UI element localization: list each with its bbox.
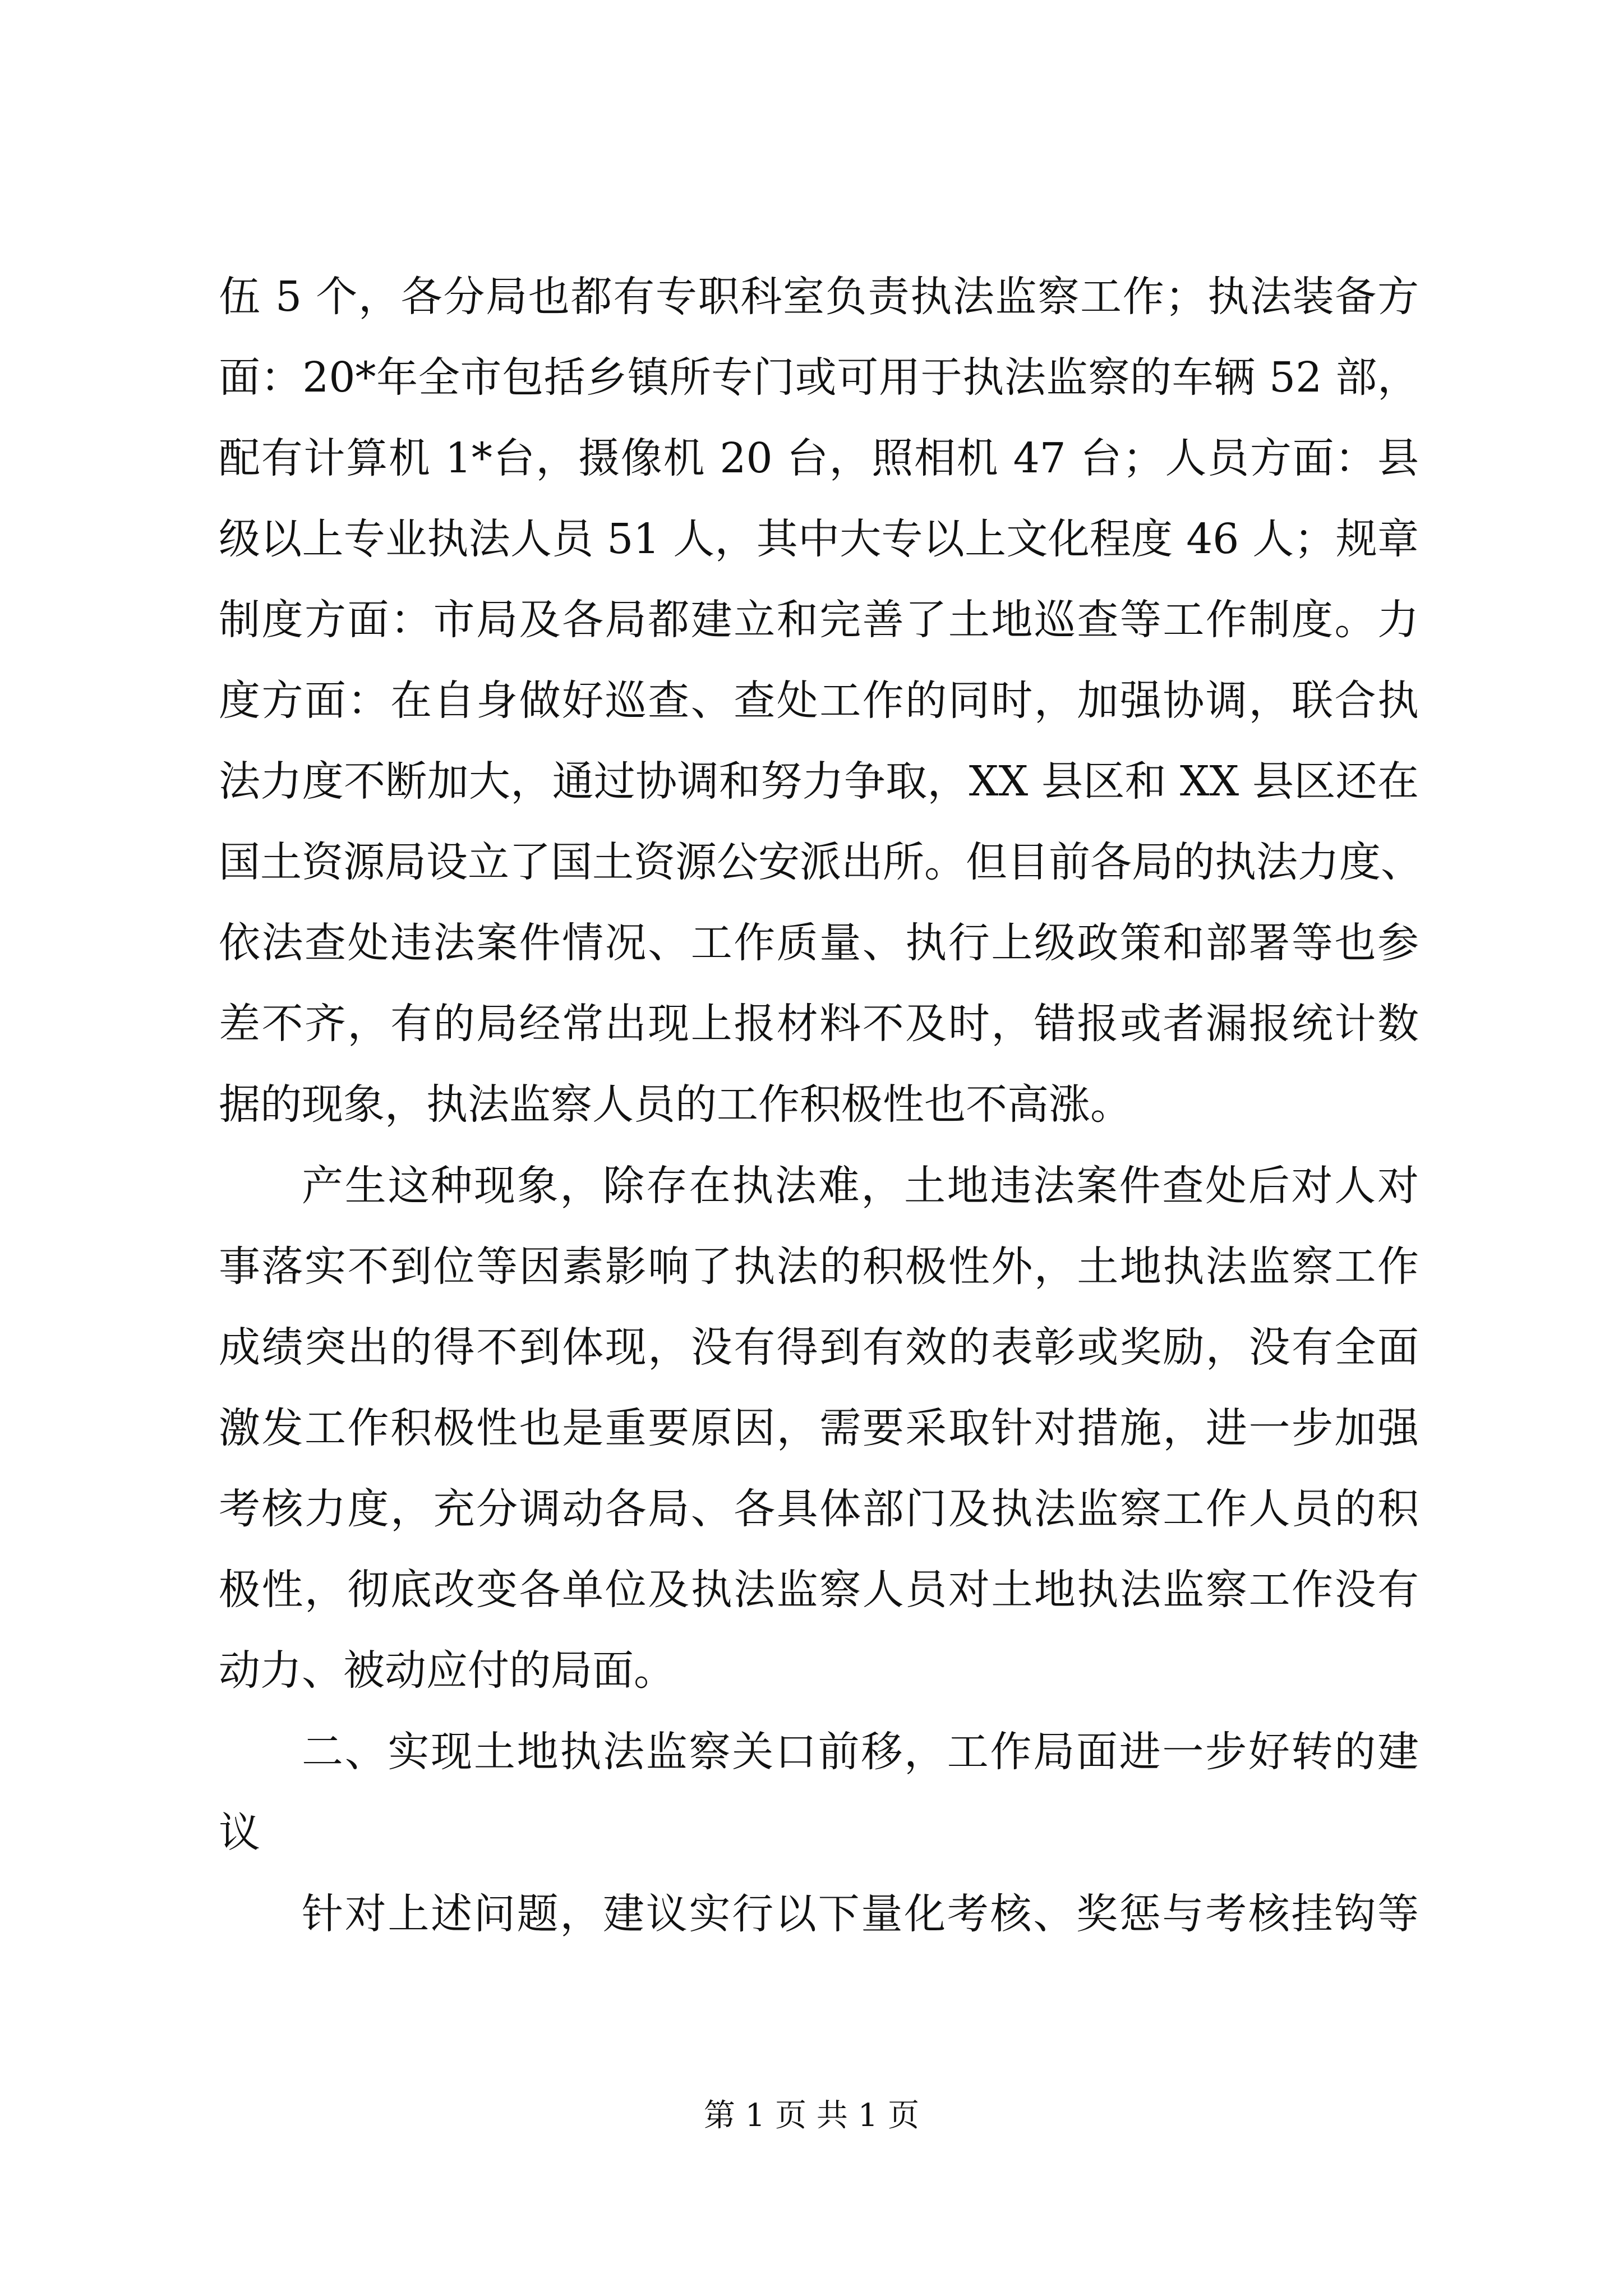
text-line: 据的现象，执法监察人员的工作积极性也不高涨。 bbox=[219, 1080, 1132, 1129]
text-line: 事落实不到位等因素影响了执法的积极性外，土地执法监察工作 bbox=[219, 1243, 1419, 1291]
text-line: 依法查处违法案件情况、工作质量、执行上级政策和部署等也参 bbox=[219, 919, 1419, 967]
paragraph-first-line: 产生这种现象，除存在执法难，土地违法案件查处后对人对 bbox=[302, 1162, 1419, 1210]
text-line: 制度方面：市局及各局都建立和完善了土地巡查等工作制度。力 bbox=[219, 596, 1419, 644]
text-line: 面：20*年全市包括乡镇所专门或可用于执法监察的车辆 52 部， bbox=[219, 353, 1419, 402]
text-line: 国土资源局设立了国土资源公安派出所。但目前各局的执法力度、 bbox=[219, 838, 1422, 886]
text-line: 极性，彻底改变各单位及执法监察人员对土地执法监察工作没有 bbox=[219, 1566, 1419, 1614]
section-heading-continuation: 议 bbox=[219, 1809, 260, 1857]
text-line: 动力、被动应付的局面。 bbox=[219, 1646, 675, 1695]
text-line: 激发工作积极性也是重要原因，需要采取针对措施，进一步加强 bbox=[219, 1404, 1419, 1452]
text-line: 配有计算机 1*台，摄像机 20 台，照相机 47 台；人员方面：县 bbox=[219, 434, 1419, 482]
text-line: 度方面：在自身做好巡查、查处工作的同时，加强协调，联合执 bbox=[219, 677, 1419, 725]
text-line: 差不齐，有的局经常出现上报材料不及时，错报或者漏报统计数 bbox=[219, 1000, 1419, 1048]
text-line: 考核力度，充分调动各局、各具体部门及执法监察工作人员的积 bbox=[219, 1485, 1419, 1533]
text-line: 法力度不断加大，通过协调和努力争取，XX 县区和 XX 县区还在 bbox=[219, 757, 1419, 806]
paragraph-first-line: 针对上述问题，建议实行以下量化考核、奖惩与考核挂钩等 bbox=[302, 1890, 1419, 1938]
section-heading: 二、实现土地执法监察关口前移，工作局面进一步好转的建 bbox=[302, 1728, 1419, 1776]
text-line: 级以上专业执法人员 51 人，其中大专以上文化程度 46 人；规章 bbox=[219, 515, 1419, 563]
text-line: 成绩突出的得不到体现，没有得到有效的表彰或奖励，没有全面 bbox=[219, 1323, 1419, 1372]
page-footer: 第 1 页 共 1 页 bbox=[703, 2097, 920, 2134]
text-line: 伍 5 个，各分局也都有专职科室负责执法监察工作；执法装备方 bbox=[219, 273, 1419, 321]
